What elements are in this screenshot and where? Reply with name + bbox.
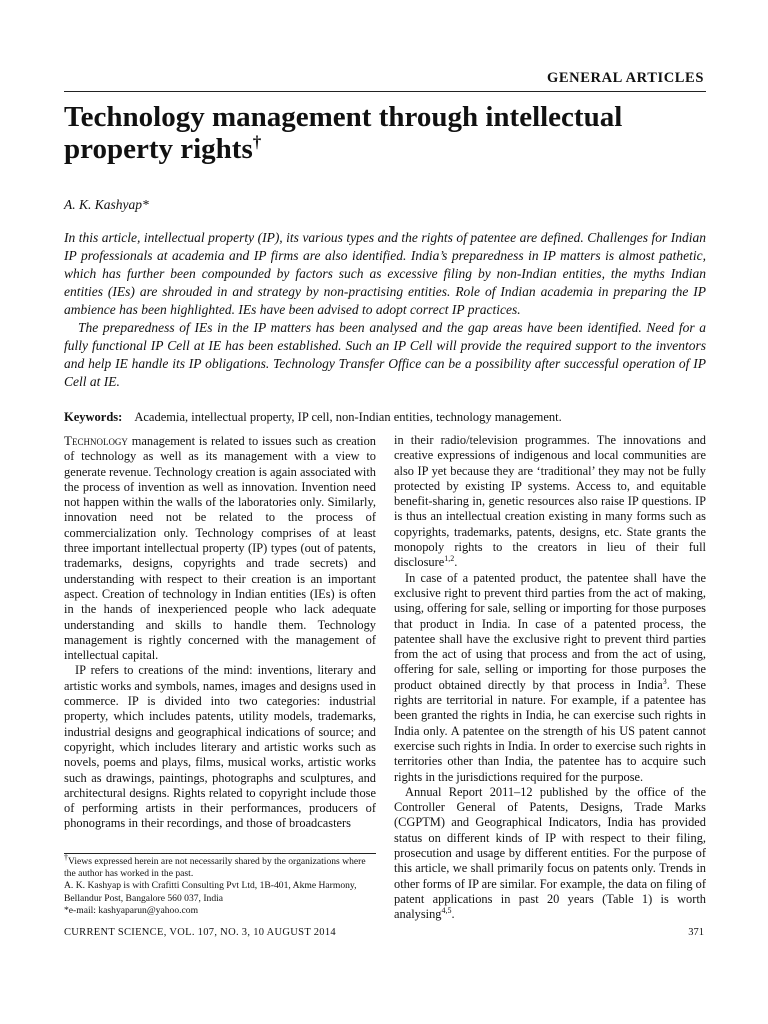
body-column-right	[394, 433, 706, 923]
citation-ref: 3	[662, 676, 667, 686]
footnote-disclaimer: †Views expressed herein are not necessarily shared by the organizations where the author has worked in the past.	[64, 852, 366, 880]
body-column-left	[64, 433, 376, 832]
body-paragraph: In case of a patented product, the patentee shall have the exclusive right to prevent third parties from the act of making, using, offering for sale, selling or importing for those purposes that product in India. In case of a patented process, the patentee shall have the exclusive right to prevent third parties from the act of using that process and from the act of using, offering for sale, selling or importing for those purposes the product obtained directly by that process in India$^3$. These rights are territorial in nature. For example, if a patentee has been granted the rights in India, he can exercise such rights in India only. A patentee on the strength of his US patent cannot exercise such rights in India. In order to exercise such rights in territories other than India, the patentee has to acquire such rights in the jurisdictions required for the purpose.	[394, 570, 706, 784]
abstract	[64, 229, 706, 391]
title-text: Technology management through intellectual property rights	[64, 101, 623, 165]
footnote-email: *e-mail: kashyaparun@yahoo.com	[64, 904, 199, 916]
footnotes	[64, 852, 376, 917]
body-paragraph: Annual Report 2011–12 published by the office of the Controller General of Patents, Designs, Trade Marks (CGPTM) and Geographical Indicators, India has provided status on different kinds of IP with respect to their filing, prosecution and usage by different entities. For the purpose of this article, we shall primarily focus on patents only. Trends in other forms of IP are similar. For example, the data on filing of patent applications in past 20 years (Table 1) is worth analysing$^{4,5}$.	[394, 784, 706, 922]
article-title	[64, 101, 706, 165]
body-paragraph: Technology management is related to issues such as creation of technology as well as its management with a view to generate revenue. Technology creation is again associated with the process of invention as well as innovation. Invention need not happen within the walls of the laboratories only. Similarly, innovation need not be related to the process of commercialization only. Technology comprises of at least three important intellectual property (IP) types (out of patents, trademarks, designs, copyrights and trade secrets) and understanding with respect to their creation is an important aspect. Creation of technology in Indian entities (IEs) is often in the hands of inexperienced people who lack adequate understanding and skills to handle them. Technology management is rightly concerned with the management of intellectual capital.	[64, 433, 376, 663]
body-paragraph: IP refers to creations of the mind: inventions, literary and artistic works and symbols, names, images and designs used in commerce. IP is divided into two categories: industrial property, which includes patents, utility models, trademarks, industrial designs and geographical indications of source; and copyright, which includes literary and artistic works such as novels, poems and plays, films, musical works, artistic works such as drawings, paintings, photographs and sculptures, and architectural designs. Rights related to copyright include those of performing artists in their performances, producers of phonograms in their recordings, and those of broadcasters	[64, 663, 376, 831]
footnote-rule	[64, 853, 376, 854]
section-label: GENERAL ARTICLES	[547, 70, 704, 86]
citation-ref: 1,2	[444, 554, 455, 564]
keywords-label: Keywords:	[64, 410, 123, 424]
abstract-paragraph-2: The preparedness of IEs in the IP matters has been analysed and the gap areas have been identified. Need for a fully functional IP Cell at IE has been established. Such an IP Cell will provide the required support to the inventors and help IE handle its IP obligations. Technology Transfer Office can be a possibility after successful operation of IP Cell at IE.	[64, 320, 706, 389]
lead-word: Technology	[64, 433, 128, 448]
keywords-list: Academia, intellectual property, IP cell, non-Indian entities, technology management.	[134, 410, 562, 424]
title-footnote-mark: †	[252, 132, 262, 152]
author-name: A. K. Kashyap*	[64, 197, 149, 212]
keywords	[64, 410, 706, 425]
footnote-affiliation: A. K. Kashyap is with Crafitti Consulting Pvt Ltd, 1B-401, Akme Harmony, Bellandur Post, Bangalore 560 037, India	[64, 880, 357, 904]
citation-ref: 4,5	[441, 906, 452, 916]
header-rule	[64, 91, 706, 92]
journal-citation: CURRENT SCIENCE, VOL. 107, NO. 3, 10 AUGUST 2014	[64, 927, 336, 938]
abstract-paragraph-1: In this article, intellectual property (IP), its various types and the rights of patentee are defined. Challenges for Indian IP professionals at academia and IP firms are also identified. India’s preparedness in IP matters is almost pathetic, which has further been compounded by factors such as excessive filing by non-Indian entities, the myths Indian entities (IEs) are shrouded in and strategy by non-practising entities. Role of Indian academia in preparing the IP ambience has been highlighted. IEs have been advised to adopt correct IP practices.	[64, 230, 706, 317]
body-paragraph: in their radio/television programmes. The innovations and creative expressions of indigenous and local communities are also IP yet because they are ‘traditional’ they may not be fully protected by existing IP systems. Access to, and equitable benefit-sharing in, genetic resources also raise IP questions. IP is thus an intellectual creation existing in many forms such as copyrights, trademarks, patents, designs, etc. State grants the monopoly rights to the creators in lieu of their full disclosure$^{1,2}$.	[394, 433, 706, 570]
page-number: 371	[688, 927, 704, 938]
